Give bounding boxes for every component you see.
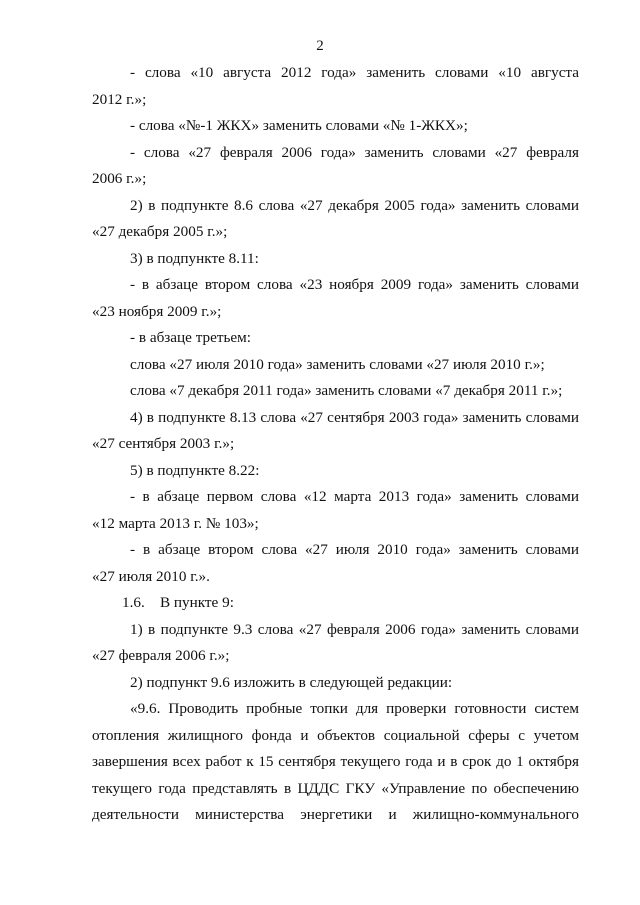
text-line: 2012 г.»; — [92, 90, 147, 108]
text-line: завершения всех работ к 15 сентября текущего года и в срок до 1 октября — [92, 753, 579, 770]
text-line: текущего года представлять в ЦДДС ГКУ «Управление по обеспечению — [92, 779, 579, 797]
text-line: «23 ноября 2009 г.»; — [92, 302, 222, 320]
text-line: - в абзаце втором слова «27 июля 2010 года» заменить словами — [130, 541, 579, 558]
text-line: - слова «№-1 ЖКХ» заменить словами «№ 1-ЖКХ»; — [130, 117, 468, 134]
text-line: 1) в подпункте 9.3 слова «27 февраля 2006 года» заменить словами — [130, 620, 579, 638]
text-line: - в абзаце втором слова «23 ноября 2009 года» заменить словами — [130, 276, 579, 293]
text-line: слова «27 июля 2010 года» заменить словами «27 июля 2010 г.»; — [130, 355, 545, 373]
text-line: «27 июля 2010 г.». — [92, 567, 210, 585]
text-line: слова «7 декабря 2011 года» заменить словами «7 декабря 2011 г.»; — [130, 382, 563, 399]
text-line: - слова «10 августа 2012 года» заменить словами «10 августа — [130, 64, 579, 81]
text-line: 2) подпункт 9.6 изложить в следующей редакции: — [130, 673, 453, 691]
text-line: 2) в подпункте 8.6 слова «27 декабря 2005 года» заменить словами — [130, 196, 579, 214]
text-line: 3) в подпункте 8.11: — [130, 249, 259, 267]
text-line: отопления жилищного фонда и объектов социальной сферы с учетом — [92, 726, 579, 744]
page-number: 2 — [316, 38, 324, 54]
text-line: - в абзаце первом слова «12 марта 2013 года» заменить словами — [130, 488, 579, 505]
text-line: «27 февраля 2006 г.»; — [92, 647, 230, 664]
document-body — [92, 60, 579, 829]
text-line: 4) в подпункте 8.13 слова «27 сентября 2003 года» заменить словами — [130, 408, 579, 426]
text-line: «12 марта 2013 г. № 103»; — [92, 514, 259, 532]
text-line: - слова «27 февраля 2006 года» заменить словами «27 февраля — [130, 143, 579, 161]
text-line: деятельности министерства энергетики и жилищно-коммунального — [92, 806, 579, 823]
text-line: 5) в подпункте 8.22: — [130, 461, 260, 479]
text-line: «27 сентября 2003 г.»; — [92, 435, 235, 452]
text-line: «27 декабря 2005 г.»; — [92, 223, 228, 240]
text-line: - в абзаце третьем: — [130, 329, 251, 346]
text-line: 1.6. В пункте 9: — [122, 594, 234, 611]
text-line: 2006 г.»; — [92, 170, 147, 187]
text-line: «9.6. Проводить пробные топки для проверки готовности систем — [130, 700, 579, 717]
